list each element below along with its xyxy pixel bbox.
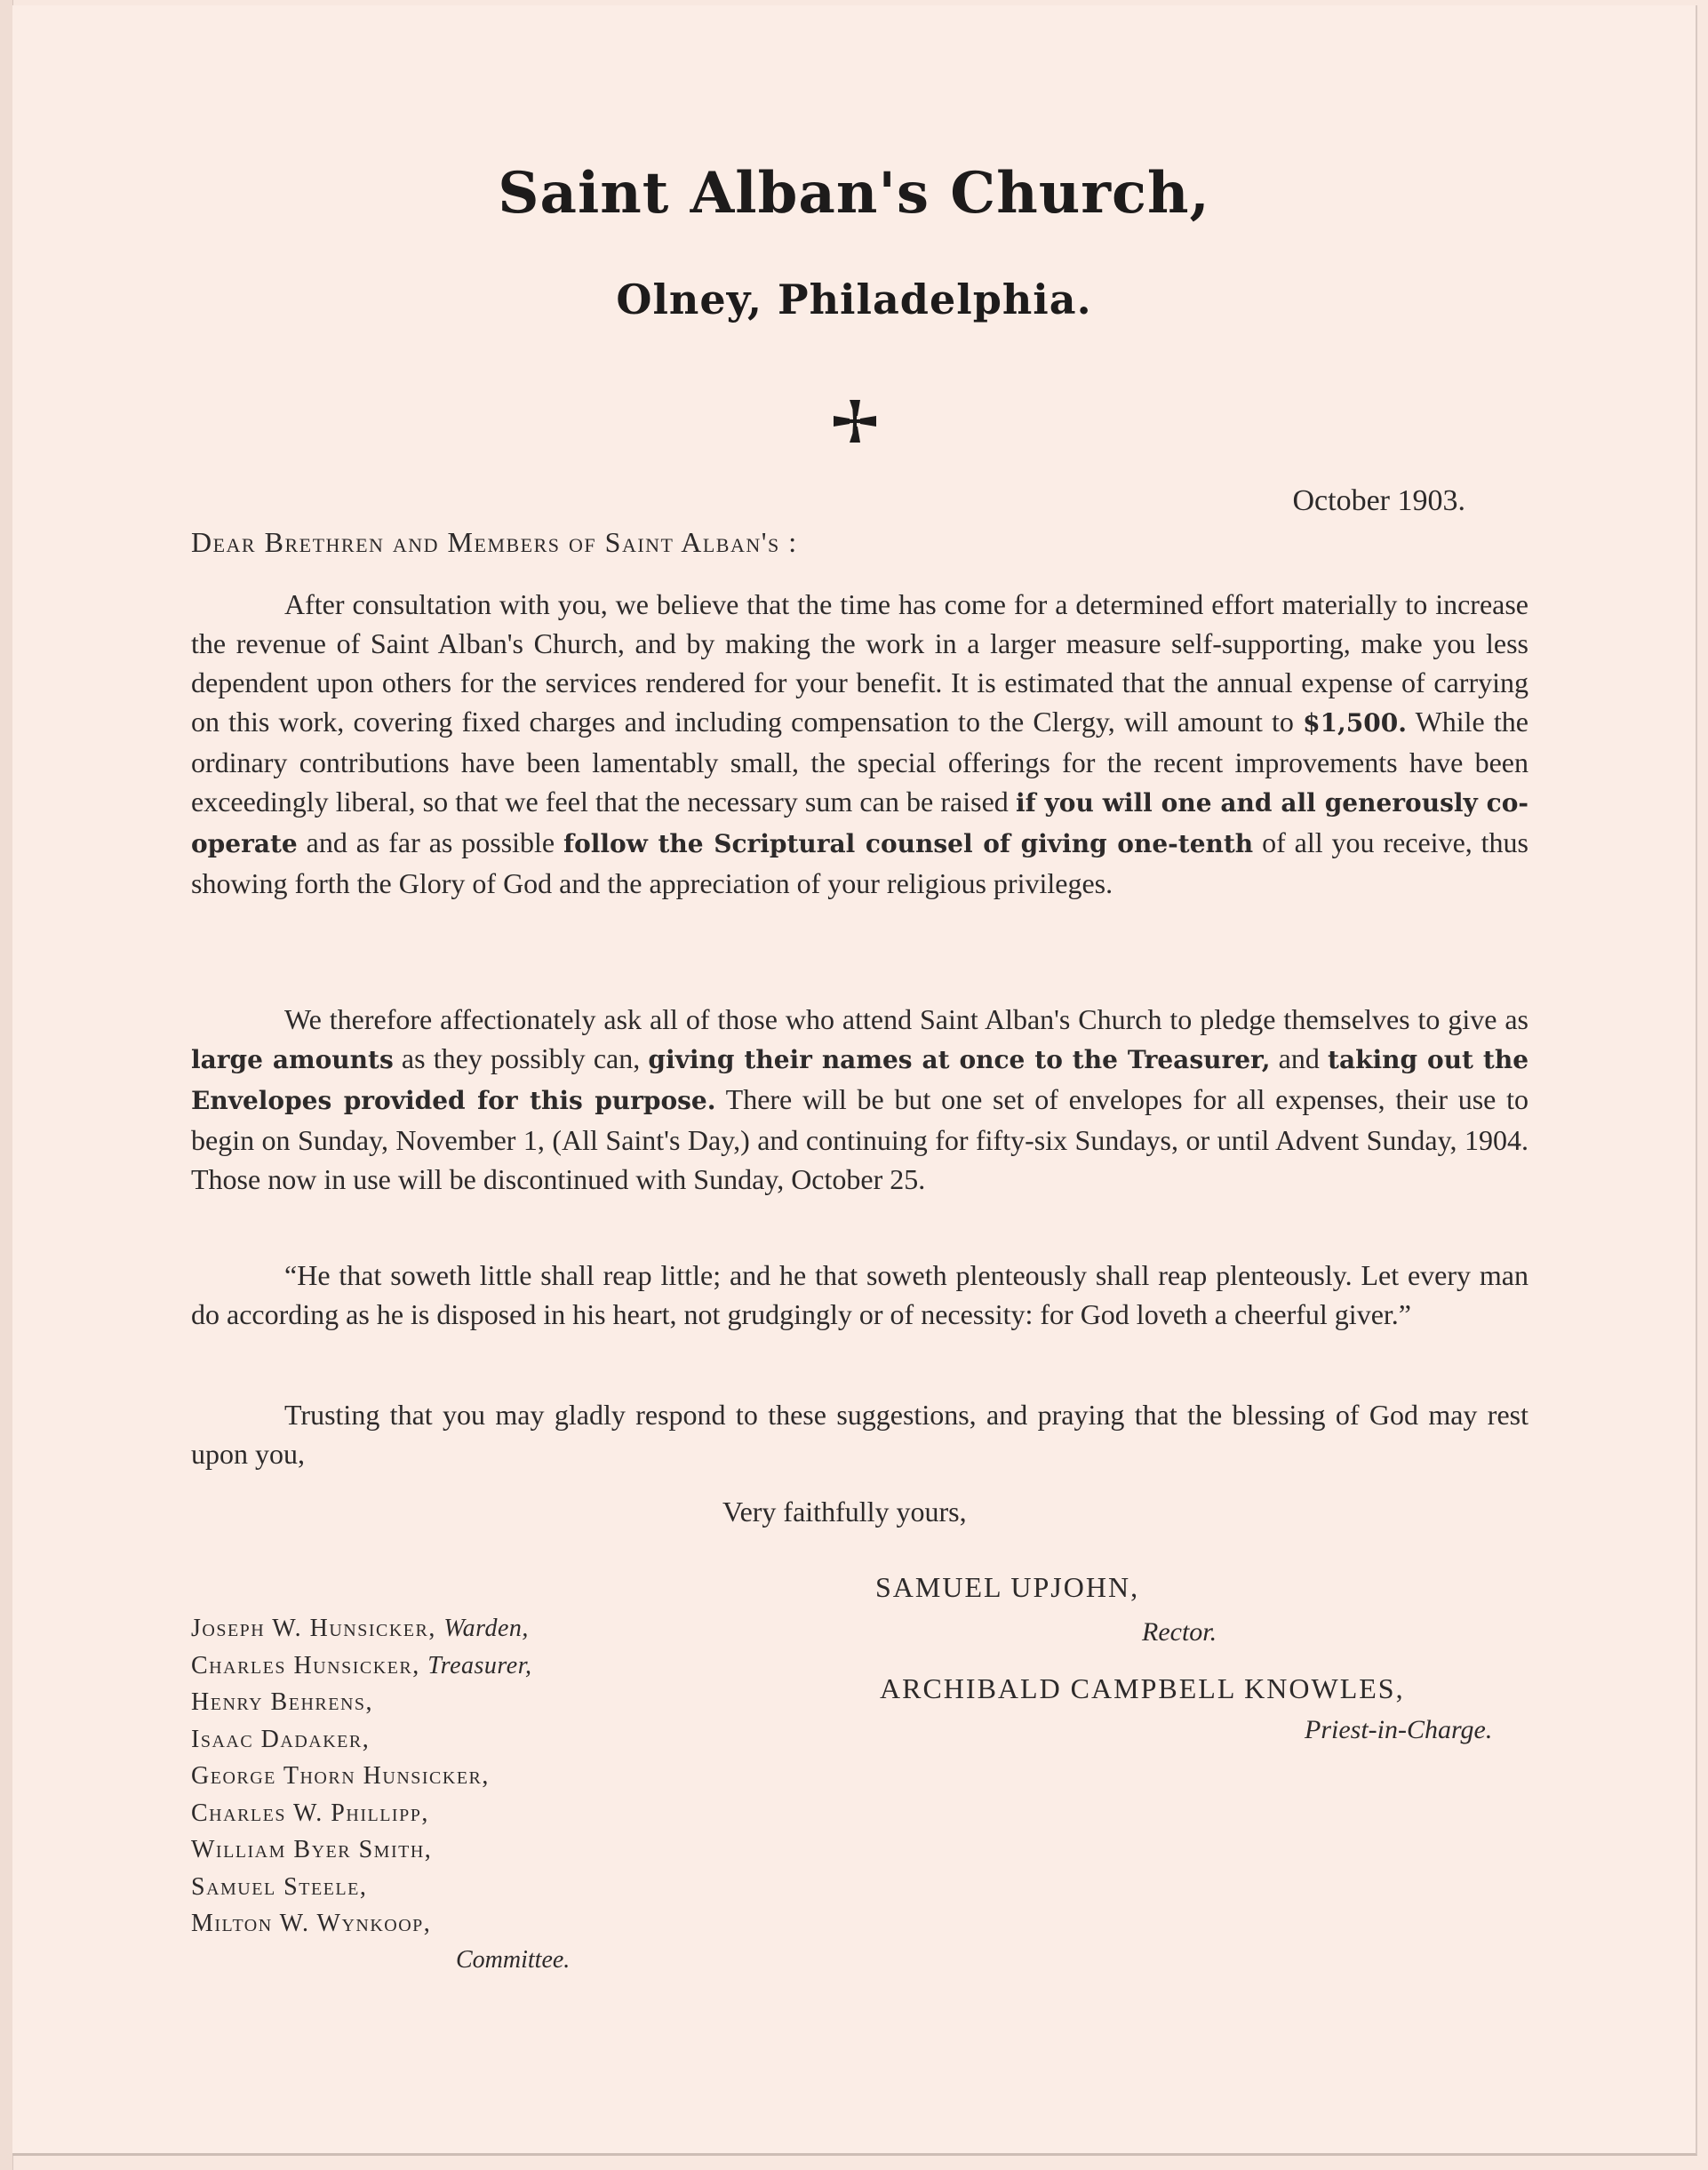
paragraph-1-text-d: of all you receive, thus showing forth the Glory of God and the appreciation of your religious privileges. bbox=[191, 826, 1529, 899]
paragraph-2-emphasis-a: large amounts bbox=[191, 1045, 394, 1074]
committee-member-name: William Byer Smith, bbox=[191, 1836, 433, 1863]
church-location: Olney, Philadelphia. bbox=[616, 275, 1092, 323]
paragraph-1-text-a: After consultation with you, we believe that the time has come for a determined effort materially to increase the revenue of Saint Alban's Church, and by making the work in a larger measure self-supporting, make you less dependent upon others for the services rendered for your benefit. It is estimated that the annual expense of carrying on this work, covering fixed charges and including compensation to the Clergy, will amount to bbox=[191, 588, 1528, 738]
closing: Very faithfully yours, bbox=[722, 1496, 967, 1528]
paragraph-2 bbox=[191, 1000, 1528, 1199]
committee-member-name: Charles Hunsicker, bbox=[191, 1651, 420, 1679]
committee-member bbox=[191, 1721, 532, 1759]
committee-member-name: Joseph W. Hunsicker, bbox=[191, 1615, 436, 1642]
paragraph-1-amount: $1,500. bbox=[1303, 708, 1407, 738]
paragraph-4-text: Trusting that you may gladly respond to these suggestions, and praying that the blessing of God may rest upon you, bbox=[191, 1399, 1528, 1470]
committee-member bbox=[191, 1905, 532, 1943]
paragraph-2-text-b: as they possibly can, bbox=[393, 1042, 649, 1074]
signatory-rector-title: Rector. bbox=[1142, 1617, 1217, 1647]
paper-edge bbox=[0, 0, 13, 2170]
signatory-priest-name: ARCHIBALD CAMPBELL KNOWLES, bbox=[880, 1672, 1405, 1704]
committee-member-role: Warden, bbox=[443, 1615, 529, 1642]
committee-member-role: Treasurer, bbox=[427, 1651, 532, 1679]
committee-member bbox=[191, 1684, 532, 1721]
committee-member-name: Samuel Steele, bbox=[191, 1872, 368, 1901]
salutation: Dear Brethren and Members of Saint Alban's : bbox=[191, 526, 798, 558]
committee-member bbox=[191, 1610, 532, 1647]
paragraph-2-text-a: We therefore affectionately ask all of those who attend Saint Alban's Church to pledge themselves to give as bbox=[284, 1003, 1528, 1035]
committee-member bbox=[191, 1869, 532, 1906]
signatory-priest-title: Priest-in-Charge. bbox=[1305, 1715, 1493, 1744]
committee-list bbox=[191, 1610, 532, 1943]
signatory-rector-name: SAMUEL UPJOHN, bbox=[875, 1571, 1140, 1603]
paragraph-1-text-b: While the ordinary contributions have been lamentably small, the special offerings for the recent improvements have been exceedingly liberal, so that we feel that the necessary sum can be raised bbox=[191, 706, 1529, 818]
paragraph-2-text-d: There will be but one set of envelopes for all expenses, their use to begin on Sunday, November 1, (All Saint's Day,) and continuing for fifty-six Sundays, or until Advent Sunday, 1904. Those now in use will be discontinued with Sunday, October 25. bbox=[191, 1083, 1529, 1195]
paragraph-1-text-c: and as far as possible bbox=[297, 826, 564, 858]
church-title: Saint Alban's Church, bbox=[498, 160, 1210, 227]
paragraph-1 bbox=[191, 585, 1528, 903]
paragraph-1-emphasis-a: if you will one and all generously co-operate bbox=[191, 788, 1528, 858]
committee-member bbox=[191, 1831, 532, 1869]
paragraph-2-emphasis-c: taking out the Envelopes provided for this purpose. bbox=[191, 1045, 1529, 1115]
paragraph-2-emphasis-b: giving their names at once to the Treasurer, bbox=[648, 1045, 1271, 1074]
committee-label: Committee. bbox=[456, 1946, 571, 1974]
paragraph-4 bbox=[191, 1395, 1528, 1473]
committee-member bbox=[191, 1795, 532, 1832]
committee-member-name: Charles W. Phillipp, bbox=[191, 1799, 429, 1827]
committee-member bbox=[191, 1647, 532, 1685]
committee-member bbox=[191, 1758, 532, 1795]
committee-member-name: Henry Behrens, bbox=[191, 1688, 374, 1716]
letter-date: October 1903. bbox=[1292, 484, 1465, 517]
cross-pattee-icon bbox=[832, 398, 878, 444]
committee-member-name: George Thorn Hunsicker, bbox=[191, 1762, 490, 1790]
paragraph-2-text-c: and bbox=[1270, 1042, 1329, 1074]
committee-member-name: Isaac Dadaker, bbox=[191, 1725, 371, 1753]
committee-member-name: Milton W. Wynkoop, bbox=[191, 1910, 432, 1937]
scripture-quote bbox=[191, 1256, 1528, 1334]
paragraph-1-emphasis-b: follow the Scriptural counsel of giving one-tenth bbox=[563, 829, 1254, 858]
scripture-quote-text: “He that soweth little shall reap little; and he that soweth plenteously shall reap plenteously. Let every man do according as he is disposed in his heart, not grudgingly or of necessity: for God loveth a cheerful giver.” bbox=[191, 1259, 1528, 1330]
